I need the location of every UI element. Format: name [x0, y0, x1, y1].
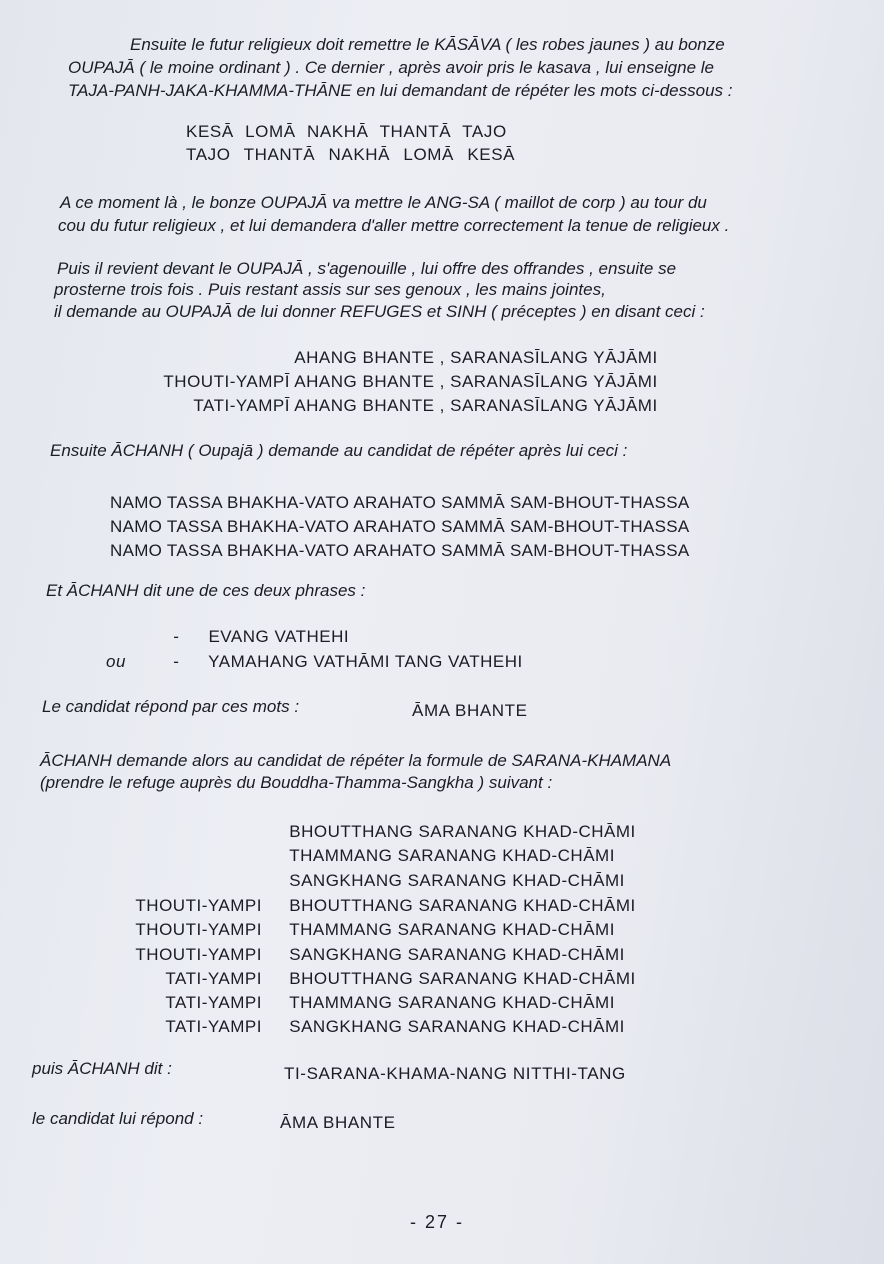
mantra-3-line-1: NAMO TASSA BHAKHA-VATO ARAHATO SAMMĀ SAM-BHOUT-THASSA: [110, 493, 690, 512]
mantra-4-row: THOUTI-YAMPI BHOUTTHANG SARANANG KHAD-CHĀMI: [135, 896, 636, 915]
mantra-4-row: THAMMANG SARANANG KHAD-CHĀMI: [289, 846, 615, 865]
paragraph-1-line-2: OUPAJĀ ( le moine ordinant ) . Ce dernier , après avoir pris le kasava , lui enseigne le: [68, 58, 714, 77]
mantra-2-row: AHANG BHANTE , SARANASĪLANG YĀJĀMI: [294, 348, 658, 367]
paragraph-4: Ensuite ĀCHANH ( Oupajā ) demande au candidat de répéter après lui ceci :: [50, 441, 628, 460]
mantra-3-line-3: NAMO TASSA BHAKHA-VATO ARAHATO SAMMĀ SAM-BHOUT-THASSA: [110, 541, 690, 560]
paragraph-2-line-1: A ce moment là , le bonze OUPAJĀ va mettre le ANG-SA ( maillot de corp ) au tour du: [60, 193, 707, 212]
mantra-2-row: THOUTI-YAMPĪ AHANG BHANTE , SARANASĪLANG YĀJĀMI: [163, 372, 658, 391]
mantra-2-row: TATI-YAMPĪ AHANG BHANTE , SARANASĪLANG YĀJĀMI: [193, 396, 658, 415]
paragraph-8-text: TI-SARANA-KHAMA-NANG NITTHI-TANG: [284, 1064, 626, 1083]
paragraph-1-line-3: TAJA-PANH-JAKA-KHAMMA-THĀNE en lui demandant de répéter les mots ci-dessous :: [68, 81, 733, 100]
paragraph-8-label: puis ĀCHANH dit :: [32, 1059, 172, 1078]
paragraph-9-label: le candidat lui répond :: [32, 1109, 204, 1128]
mantra-1-line-2: TAJO THANTĀ NAKHĀ LOMĀ KESĀ: [186, 145, 516, 164]
paragraph-9-text: ĀMA BHANTE: [280, 1113, 396, 1132]
paragraph-2-line-2: cou du futur religieux , et lui demandera d'aller mettre correctement la tenue de religieux .: [58, 216, 730, 235]
mantra-4-row: SANGKHANG SARANANG KHAD-CHĀMI: [289, 871, 625, 890]
paragraph-7-line-1: ĀCHANH demande alors au candidat de répéter la formule de SARANA-KHAMANA: [40, 751, 672, 770]
paragraph-7-line-2: (prendre le refuge auprès du Bouddha-Thamma-Sangkha ) suivant :: [40, 773, 553, 792]
paragraph-3-line-3: il demande au OUPAJĀ de lui donner REFUGES et SINH ( préceptes ) en disant ceci :: [54, 302, 705, 321]
paragraph-6-label: Le candidat répond par ces mots :: [42, 697, 300, 716]
page-number: - 27 -: [410, 1212, 465, 1232]
mantra-4-row: THOUTI-YAMPI SANGKHANG SARANANG KHAD-CHĀMI: [135, 945, 625, 964]
mantra-3-line-2: NAMO TASSA BHAKHA-VATO ARAHATO SAMMĀ SAM-BHOUT-THASSA: [110, 517, 690, 536]
paragraph-1-line-1: Ensuite le futur religieux doit remettre le KĀSĀVA ( les robes jaunes ) au bonze: [130, 35, 725, 54]
paragraph-3-line-2: prosterne trois fois . Puis restant assis sur ses genoux , les mains jointes,: [54, 280, 606, 299]
mantra-1-line-1: KESĀ LOMĀ NAKHĀ THANTĀ TAJO: [186, 122, 507, 141]
paragraph-5: Et ĀCHANH dit une de ces deux phrases :: [46, 581, 366, 600]
paragraph-6-answer: ĀMA BHANTE: [412, 701, 528, 720]
mantra-4-row: BHOUTTHANG SARANANG KHAD-CHĀMI: [289, 822, 636, 841]
mantra-4-row: TATI-YAMPI THAMMANG SARANANG KHAD-CHĀMI: [165, 993, 615, 1012]
mantra-4-row: TATI-YAMPI BHOUTTHANG SARANANG KHAD-CHĀMI: [165, 969, 636, 988]
mantra-4-row: THOUTI-YAMPI THAMMANG SARANANG KHAD-CHĀMI: [135, 920, 615, 939]
mantra-4-row: TATI-YAMPI SANGKHANG SARANANG KHAD-CHĀMI: [165, 1017, 625, 1036]
choice-row: ou - YAMAHANG VATHĀMI TANG VATHEHI: [106, 652, 523, 671]
choice-row: - EVANG VATHEHI: [173, 627, 350, 646]
paragraph-3-line-1: Puis il revient devant le OUPAJĀ , s'agenouille , lui offre des offrandes , ensuite se: [57, 259, 677, 278]
